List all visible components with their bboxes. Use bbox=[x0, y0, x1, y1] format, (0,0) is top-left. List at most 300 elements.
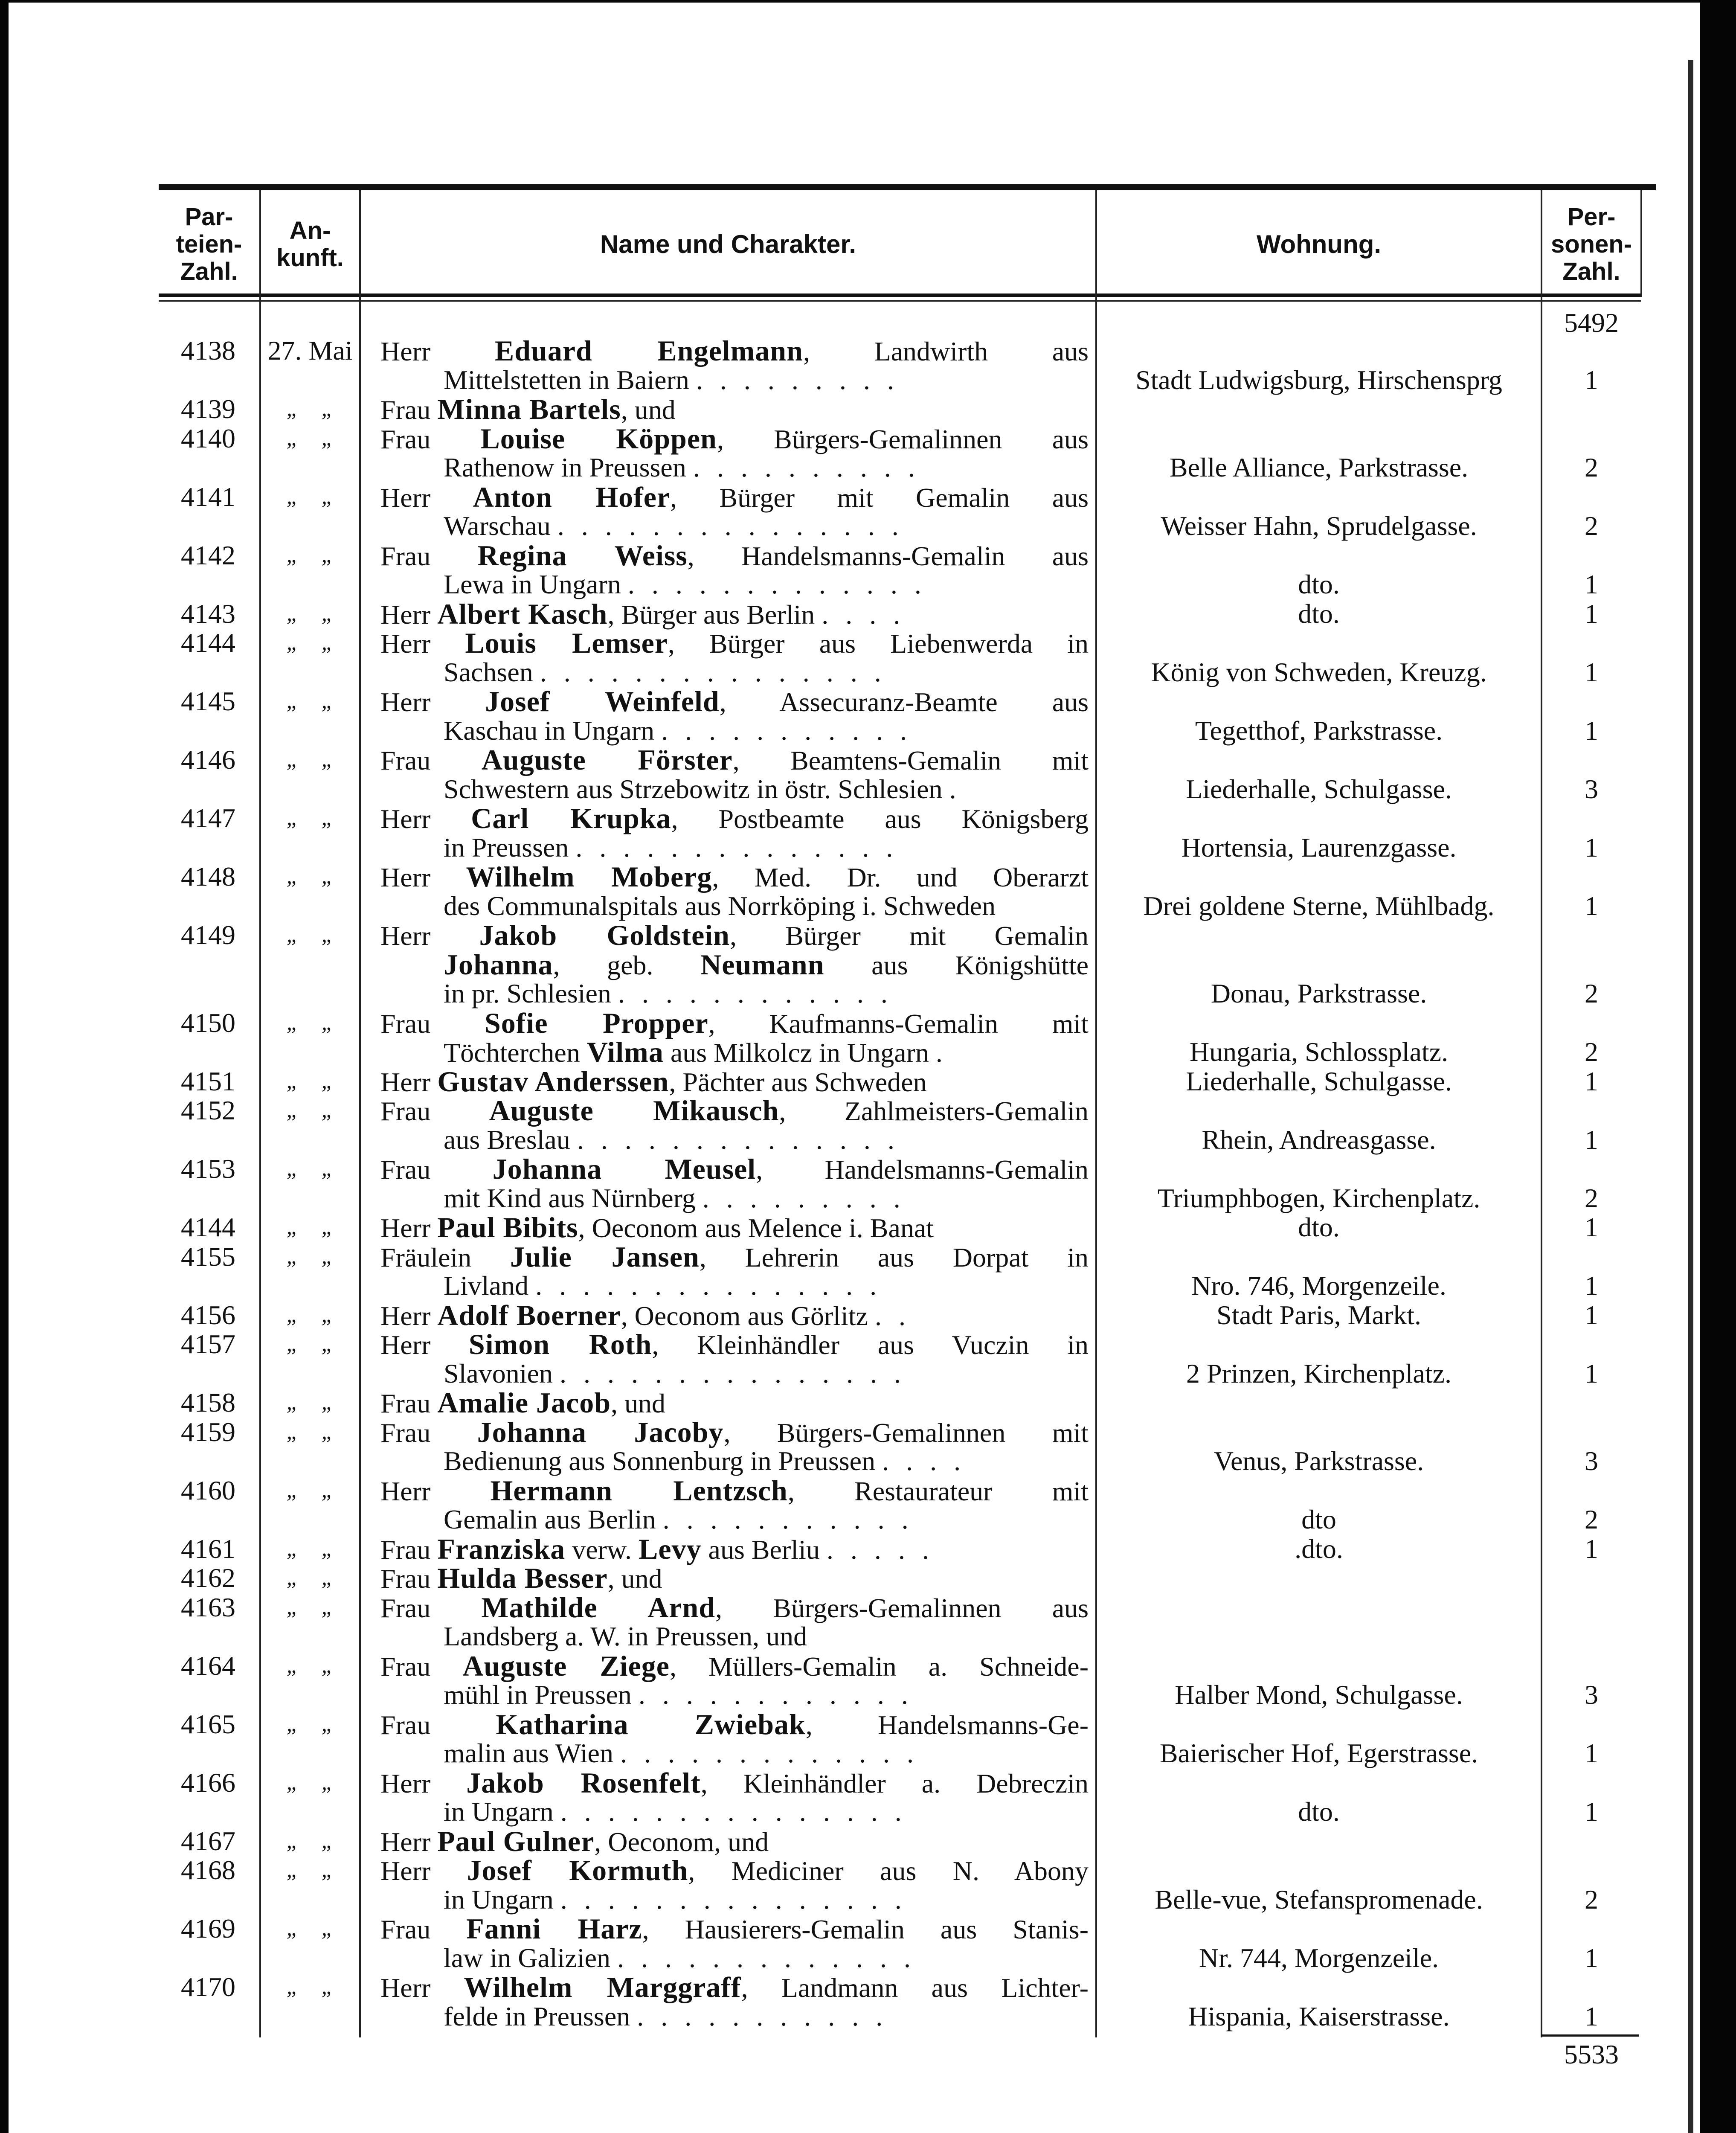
entry-continuation-row bbox=[159, 716, 1656, 746]
name-and-character bbox=[444, 1271, 1089, 1301]
arrival-date: „ „ bbox=[286, 1390, 334, 1415]
name-and-character bbox=[380, 1213, 1089, 1243]
arrival-date: „ „ bbox=[286, 1858, 334, 1882]
residence: Tegetthof, Parkstrasse. bbox=[1195, 715, 1443, 746]
entry-row bbox=[159, 921, 1656, 950]
name-text bbox=[444, 1884, 907, 1915]
entry-continuation-row bbox=[159, 1885, 1656, 1915]
name-text bbox=[380, 1534, 934, 1565]
arrival-date: „ „ bbox=[286, 426, 334, 450]
person-count: 1 bbox=[1585, 890, 1598, 921]
header-text: kunft. bbox=[276, 244, 344, 272]
entry-row bbox=[159, 1388, 1656, 1418]
person-name: Auguste Ziege bbox=[462, 1649, 670, 1682]
scan-border-left bbox=[0, 0, 9, 2133]
party-number: 4153 bbox=[181, 1154, 235, 1184]
person-name: Vilma bbox=[586, 1036, 664, 1068]
person-count: 3 bbox=[1585, 1680, 1598, 1710]
person-name: Wilhelm Moberg bbox=[466, 860, 712, 893]
party-number: 4139 bbox=[181, 394, 235, 424]
name-and-character bbox=[380, 1476, 1089, 1506]
name-text bbox=[380, 1476, 1089, 1506]
arrival-date: „ „ bbox=[286, 601, 334, 626]
name-and-character bbox=[380, 1154, 1089, 1185]
description-text: , Zahlmeisters-Gemalin bbox=[779, 1096, 1089, 1126]
residence: dto. bbox=[1298, 569, 1340, 599]
residence: Triumphbogen, Kirchenplatz. bbox=[1157, 1183, 1481, 1213]
arrival-date: „ „ bbox=[286, 1595, 334, 1619]
description-text: Schwestern aus Strzebowitz in östr. Schlesien . bbox=[444, 773, 956, 804]
leader-dots: . . . . bbox=[882, 1446, 966, 1476]
name-and-character bbox=[380, 1067, 1089, 1097]
residence: 2 Prinzen, Kirchenplatz. bbox=[1186, 1358, 1452, 1389]
description-text: , Handelsmanns-Ge- bbox=[805, 1709, 1089, 1740]
description-text: Lewa in Ungarn bbox=[444, 569, 628, 599]
person-count: 1 bbox=[1585, 1270, 1598, 1301]
header-rule-thin bbox=[159, 300, 1641, 302]
entry-continuation-row bbox=[159, 892, 1656, 921]
description-text: Frau bbox=[380, 1534, 438, 1565]
entry-continuation-row bbox=[159, 366, 1656, 395]
name-and-character bbox=[380, 1651, 1089, 1682]
arrival-date: „ „ bbox=[286, 1419, 334, 1444]
person-count: 3 bbox=[1585, 1446, 1598, 1476]
entry-row bbox=[159, 1154, 1656, 1184]
name-text bbox=[380, 1154, 1089, 1185]
name-text bbox=[380, 1651, 1089, 1682]
description-text: Frau bbox=[380, 541, 478, 571]
person-name: Josef Kormuth bbox=[467, 1854, 688, 1886]
name-and-character bbox=[380, 921, 1089, 951]
party-number: 4144 bbox=[181, 1212, 235, 1242]
leader-dots: . . . . . . . . . . . . . bbox=[620, 1738, 919, 1768]
description-text: aus Berliu bbox=[701, 1534, 827, 1565]
party-number: 4140 bbox=[181, 423, 235, 453]
arrival-date: „ „ bbox=[286, 631, 334, 655]
arrival-date: „ „ bbox=[286, 923, 334, 947]
name-and-character bbox=[380, 1710, 1089, 1740]
party-number: 4142 bbox=[181, 540, 235, 570]
name-and-character bbox=[380, 1242, 1089, 1273]
scan-border-right bbox=[1700, 0, 1736, 2133]
description-text: , und bbox=[611, 1388, 666, 1418]
entry-continuation-row bbox=[159, 453, 1656, 482]
carried-total: 5492 bbox=[1564, 308, 1619, 338]
description-text: Herr bbox=[380, 1856, 467, 1886]
party-number: 4161 bbox=[181, 1533, 235, 1564]
entry-row bbox=[159, 1651, 1656, 1681]
name-text bbox=[380, 1388, 665, 1418]
entry-row bbox=[159, 1330, 1656, 1359]
entry-row bbox=[159, 482, 1656, 512]
name-and-character bbox=[380, 862, 1089, 892]
description-text: Frau bbox=[380, 1651, 463, 1682]
description-text: Herr bbox=[380, 921, 479, 951]
party-number: 4146 bbox=[181, 744, 235, 775]
party-number: 4168 bbox=[181, 1855, 235, 1885]
party-number: 4148 bbox=[181, 861, 235, 892]
entry-continuation-row bbox=[159, 833, 1656, 863]
entry-row bbox=[159, 599, 1656, 629]
entry-continuation-row bbox=[159, 1184, 1656, 1213]
person-name: Gustav Anderssen bbox=[437, 1065, 669, 1098]
header-text: teien- bbox=[176, 230, 242, 258]
description-text: , und bbox=[621, 395, 676, 425]
entry-row bbox=[159, 1710, 1656, 1739]
leader-dots: . . . . . . . . . . . . . . . bbox=[535, 1270, 882, 1301]
description-text: Herr bbox=[380, 1768, 467, 1799]
entry-row bbox=[159, 424, 1656, 453]
residence: Venus, Parkstrasse. bbox=[1213, 1446, 1424, 1476]
name-text bbox=[380, 862, 1089, 892]
register-page bbox=[159, 179, 1656, 2069]
person-name: Regina Weiss bbox=[477, 539, 688, 572]
arrival-date: 27. Mai bbox=[267, 335, 353, 366]
person-count: 1 bbox=[1585, 1738, 1598, 1768]
person-name: Jakob Rosenfelt bbox=[466, 1766, 701, 1799]
entry-row bbox=[159, 1415, 1656, 1448]
arrival-date: „ „ bbox=[286, 689, 334, 713]
name-and-character bbox=[380, 1330, 1089, 1360]
description-text: Herr bbox=[380, 804, 471, 834]
person-name: Johanna bbox=[444, 948, 553, 981]
name-and-character bbox=[444, 1797, 1089, 1827]
person-count: 1 bbox=[1585, 1533, 1598, 1564]
entry-row bbox=[159, 1008, 1656, 1038]
header-text: sonen- bbox=[1550, 230, 1632, 258]
header-text: Zahl. bbox=[1562, 257, 1620, 285]
entry-row bbox=[159, 1563, 1656, 1593]
name-text bbox=[444, 657, 886, 687]
person-name: Anton Hofer bbox=[473, 480, 671, 513]
name-text bbox=[444, 1680, 913, 1710]
person-count: 1 bbox=[1585, 657, 1598, 687]
name-and-character bbox=[444, 511, 1089, 541]
arrival-date: „ „ bbox=[286, 1069, 334, 1093]
name-and-character bbox=[380, 1534, 1089, 1565]
residence: Liederhalle, Schulgasse. bbox=[1186, 1066, 1452, 1096]
description-text: , geb. bbox=[553, 950, 701, 980]
residence: Nro. 746, Morgenzeile. bbox=[1191, 1270, 1446, 1301]
description-text: Herr bbox=[380, 1476, 491, 1506]
name-text bbox=[444, 569, 926, 599]
person-name: Auguste Mikausch bbox=[489, 1094, 779, 1127]
description-text: , Pächter aus Schweden bbox=[669, 1066, 927, 1097]
party-number: 4169 bbox=[181, 1913, 235, 1944]
description-text: Herr bbox=[380, 687, 485, 717]
description-text: , Oeconom aus Görlitz bbox=[621, 1300, 875, 1331]
leader-dots: . . . . . . . . . . . bbox=[637, 2001, 888, 2031]
party-number: 4143 bbox=[181, 598, 235, 629]
name-and-character bbox=[380, 804, 1089, 834]
name-and-character bbox=[380, 687, 1089, 717]
residence: Drei goldene Sterne, Mühlbadg. bbox=[1143, 890, 1495, 921]
person-count: 3 bbox=[1585, 773, 1598, 804]
person-name: Katharina Zwiebak bbox=[496, 1708, 806, 1741]
description-text: Frau bbox=[380, 1709, 496, 1740]
party-number: 4138 bbox=[181, 335, 235, 366]
person-name: Simon Roth bbox=[468, 1328, 652, 1360]
person-count: 1 bbox=[1585, 1066, 1598, 1096]
name-and-character bbox=[444, 366, 1089, 395]
person-count: 2 bbox=[1585, 511, 1598, 541]
entry-continuation-row bbox=[159, 658, 1656, 687]
entry-row bbox=[159, 687, 1656, 716]
name-text bbox=[380, 424, 1089, 454]
name-text bbox=[380, 1213, 934, 1243]
description-text: , Mediciner aus N. Abony bbox=[688, 1856, 1089, 1886]
header-persons bbox=[1542, 196, 1640, 292]
name-text bbox=[380, 395, 676, 425]
name-and-character bbox=[444, 1739, 1089, 1768]
name-text bbox=[380, 1008, 1089, 1039]
person-count: 1 bbox=[1585, 832, 1598, 863]
party-number: 4167 bbox=[181, 1825, 235, 1856]
party-number: 4163 bbox=[181, 1592, 235, 1622]
name-and-character bbox=[380, 424, 1089, 454]
name-and-character bbox=[380, 336, 1089, 366]
description-text: , Kleinhändler a. Debreczin bbox=[700, 1768, 1089, 1799]
party-number: 4150 bbox=[181, 1007, 235, 1038]
description-text: Herr bbox=[380, 1300, 438, 1331]
name-text bbox=[380, 1973, 1089, 2003]
name-text bbox=[444, 1621, 807, 1651]
entry-row bbox=[159, 628, 1656, 658]
name-text bbox=[380, 541, 1089, 571]
residence: dto bbox=[1301, 1504, 1336, 1534]
entry-row bbox=[159, 1067, 1656, 1096]
name-text bbox=[444, 1037, 943, 1068]
person-name: Adolf Boerner bbox=[437, 1299, 621, 1331]
top-rule bbox=[159, 184, 1656, 190]
header-text: Zahl. bbox=[180, 257, 238, 285]
person-count: 1 bbox=[1585, 1796, 1598, 1827]
person-name: Hulda Besser bbox=[437, 1562, 608, 1594]
party-number: 4155 bbox=[181, 1241, 235, 1272]
name-text bbox=[444, 950, 1089, 980]
description-text: , Müllers-Gemalin a. Schneide- bbox=[669, 1651, 1089, 1682]
entry-continuation-row bbox=[159, 950, 1656, 979]
name-text bbox=[444, 365, 899, 395]
description-text: Frau bbox=[380, 1096, 489, 1126]
description-text: Herr bbox=[380, 1826, 438, 1857]
name-text bbox=[380, 745, 1089, 776]
person-count: 1 bbox=[1585, 1358, 1598, 1389]
person-count: 1 bbox=[1585, 598, 1598, 629]
arrival-date: „ „ bbox=[286, 1157, 334, 1181]
name-and-character bbox=[380, 1593, 1089, 1623]
description-text: Frau bbox=[380, 1592, 482, 1623]
residence: Stadt Paris, Markt. bbox=[1216, 1299, 1421, 1330]
description-text: Frau bbox=[380, 424, 481, 454]
header-party-number bbox=[159, 196, 259, 292]
entry-row bbox=[159, 1301, 1656, 1330]
entry-continuation-row bbox=[159, 1680, 1656, 1710]
residence: Baierischer Hof, Egerstrasse. bbox=[1159, 1738, 1478, 1768]
description-text: , Med. Dr. und Oberarzt bbox=[712, 862, 1089, 892]
description-text: , Bürgers-Gemalinnen aus bbox=[715, 1592, 1089, 1623]
person-name: Wilhelm Marggraff bbox=[464, 1971, 741, 2003]
description-text: Herr bbox=[380, 862, 466, 892]
arrival-date: „ „ bbox=[286, 1478, 334, 1502]
leader-dots: . . . . . . . . . . . . bbox=[638, 1680, 913, 1710]
name-and-character bbox=[444, 1944, 1089, 1973]
name-text bbox=[380, 336, 1089, 366]
description-text: , Kaufmanns-Gemalin mit bbox=[708, 1008, 1089, 1039]
name-and-character bbox=[444, 658, 1089, 687]
arrival-date: „ „ bbox=[286, 543, 334, 567]
final-total: 5533 bbox=[1564, 2039, 1619, 2069]
leader-dots: . . . . . . . . . bbox=[702, 1183, 906, 1213]
arrival-date: „ „ bbox=[286, 484, 334, 509]
header-text: Par- bbox=[185, 203, 233, 231]
leader-dots: . . . . . . . . . . . bbox=[662, 1504, 914, 1534]
person-count: 1 bbox=[1585, 364, 1598, 395]
party-number: 4158 bbox=[181, 1387, 235, 1418]
name-text bbox=[444, 1504, 914, 1534]
person-count: 2 bbox=[1585, 1884, 1598, 1915]
person-count: 1 bbox=[1585, 1124, 1598, 1155]
person-count: 2 bbox=[1585, 1037, 1598, 1067]
party-number: 4166 bbox=[181, 1767, 235, 1798]
description-text: Livland bbox=[444, 1270, 536, 1301]
leader-dots: . . . . bbox=[822, 599, 906, 630]
party-number: 4141 bbox=[181, 481, 235, 512]
person-name: Josef Weinfeld bbox=[485, 685, 720, 718]
description-text: Frau bbox=[380, 745, 482, 776]
person-count: 2 bbox=[1585, 452, 1598, 482]
description-text: Frau bbox=[380, 1563, 438, 1594]
person-name: Auguste Förster bbox=[481, 744, 733, 776]
name-and-character bbox=[444, 1505, 1089, 1534]
party-number: 4145 bbox=[181, 686, 235, 716]
sum-rule bbox=[1541, 2034, 1639, 2037]
party-number: 4144 bbox=[181, 628, 235, 658]
person-count: 1 bbox=[1585, 1942, 1598, 1973]
leader-dots: . . . . . . . . . . . . bbox=[618, 978, 893, 1008]
name-and-character bbox=[380, 1768, 1089, 1799]
leader-dots: . . bbox=[875, 1300, 911, 1331]
description-text: , Kleinhändler aus Vuczin in bbox=[652, 1330, 1089, 1360]
name-text bbox=[380, 1914, 1089, 1944]
name-text bbox=[380, 1710, 1089, 1740]
header-rule bbox=[159, 294, 1641, 297]
name-text bbox=[380, 1593, 1089, 1623]
name-text bbox=[380, 1096, 1089, 1126]
person-name: Minna Bartels bbox=[437, 393, 621, 425]
entry-continuation-row bbox=[159, 1447, 1656, 1476]
residence: Belle-vue, Stefanspromenade. bbox=[1155, 1884, 1483, 1915]
name-and-character bbox=[444, 1885, 1089, 1915]
residence: Nr. 744, Morgenzeile. bbox=[1199, 1942, 1439, 1973]
arrival-date: „ „ bbox=[286, 1566, 334, 1590]
name-and-character bbox=[444, 833, 1089, 863]
entry-row bbox=[159, 395, 1656, 424]
residence: Hispania, Kaiserstrasse. bbox=[1188, 2001, 1450, 2031]
description-text: , Landmann aus Lichter- bbox=[741, 1973, 1089, 2003]
leader-dots: . . . . . bbox=[826, 1534, 934, 1565]
residence: dto. bbox=[1298, 1212, 1340, 1242]
description-text: , und bbox=[607, 1563, 662, 1594]
entry-row bbox=[159, 1213, 1656, 1242]
entry-row bbox=[159, 1827, 1656, 1856]
name-text bbox=[444, 1796, 907, 1827]
description-text: mit Kind aus Nürnberg bbox=[444, 1183, 703, 1213]
person-count: 1 bbox=[1585, 1212, 1598, 1242]
name-and-character bbox=[380, 1856, 1089, 1886]
description-text: Frau bbox=[380, 1417, 477, 1448]
person-name: Paul Bibits bbox=[437, 1211, 578, 1244]
arrival-date: „ „ bbox=[286, 806, 334, 830]
name-text bbox=[380, 1415, 1089, 1448]
arrival-date: „ „ bbox=[286, 1653, 334, 1678]
person-name: Amalie Jacob bbox=[437, 1386, 611, 1419]
leader-dots: . . . . . . . . . . . bbox=[661, 715, 912, 746]
person-name: Julie Jansen bbox=[510, 1240, 700, 1273]
leader-dots: . . . . . . . . . . . . . . . bbox=[560, 1884, 907, 1915]
scan-border-top bbox=[0, 0, 1736, 3]
name-text bbox=[380, 1301, 911, 1331]
person-name: Jakob Goldstein bbox=[479, 919, 730, 951]
description-text: , Postbeamte aus Königsberg bbox=[671, 804, 1089, 834]
entry-row bbox=[159, 745, 1656, 775]
name-text bbox=[444, 978, 893, 1008]
description-text: , Handelsmanns-Gemalin aus bbox=[687, 541, 1089, 571]
residence: Rhein, Andreasgasse. bbox=[1202, 1124, 1436, 1155]
description-text: , Bürger aus Berlin bbox=[607, 599, 822, 630]
description-text: felde in Preussen bbox=[444, 2001, 637, 2031]
description-text: , Bürgers-Gemalinnen aus bbox=[717, 424, 1089, 454]
page-edge-shadow bbox=[1688, 60, 1693, 2133]
person-name: Hermann Lentzsch bbox=[490, 1474, 788, 1507]
person-name: Johanna Meusel bbox=[492, 1153, 756, 1185]
party-number: 4147 bbox=[181, 803, 235, 833]
entry-row bbox=[159, 862, 1656, 892]
description-text: Rathenow in Preussen bbox=[444, 452, 693, 482]
residence: Hungaria, Schlossplatz. bbox=[1189, 1037, 1449, 1067]
arrival-date: „ „ bbox=[286, 1244, 334, 1269]
person-count: 2 bbox=[1585, 1504, 1598, 1534]
description-text: des Communalspitals aus Norrköping i. Schweden bbox=[444, 890, 996, 921]
name-and-character bbox=[444, 1447, 1089, 1476]
leader-dots: . . . . . . . . . . . . . . . bbox=[560, 1796, 907, 1827]
person-name: Paul Gulner bbox=[437, 1825, 595, 1857]
residence: dto. bbox=[1298, 1796, 1340, 1827]
name-and-character bbox=[444, 2002, 1089, 2031]
description-text: Herr bbox=[380, 1330, 469, 1360]
name-and-character bbox=[380, 1388, 1089, 1418]
party-number: 4152 bbox=[181, 1095, 235, 1125]
entry-row bbox=[159, 1593, 1656, 1622]
description-text: Frau bbox=[380, 1154, 493, 1185]
arrival-date: „ „ bbox=[286, 1536, 334, 1561]
residence: Belle Alliance, Parkstrasse. bbox=[1169, 452, 1469, 482]
description-text: Herr bbox=[380, 628, 465, 659]
person-name: Louis Lemser bbox=[465, 627, 668, 659]
description-text: Gemalin aus Berlin bbox=[444, 1504, 663, 1534]
leader-dots: . . . . . . . . . . . . . bbox=[627, 569, 926, 599]
residence: Weisser Hahn, Sprudelgasse. bbox=[1161, 511, 1477, 541]
name-text bbox=[444, 891, 996, 921]
entry-continuation-row bbox=[159, 1622, 1656, 1651]
description-text: Landsberg a. W. in Preussen, und bbox=[444, 1621, 807, 1651]
name-text bbox=[380, 1563, 662, 1594]
description-text: , Bürgers-Gemalinnen mit bbox=[723, 1417, 1089, 1448]
entry-row bbox=[159, 1856, 1656, 1885]
description-text: in Ungarn bbox=[444, 1884, 560, 1915]
name-text bbox=[380, 804, 1089, 834]
name-and-character bbox=[444, 1184, 1089, 1213]
